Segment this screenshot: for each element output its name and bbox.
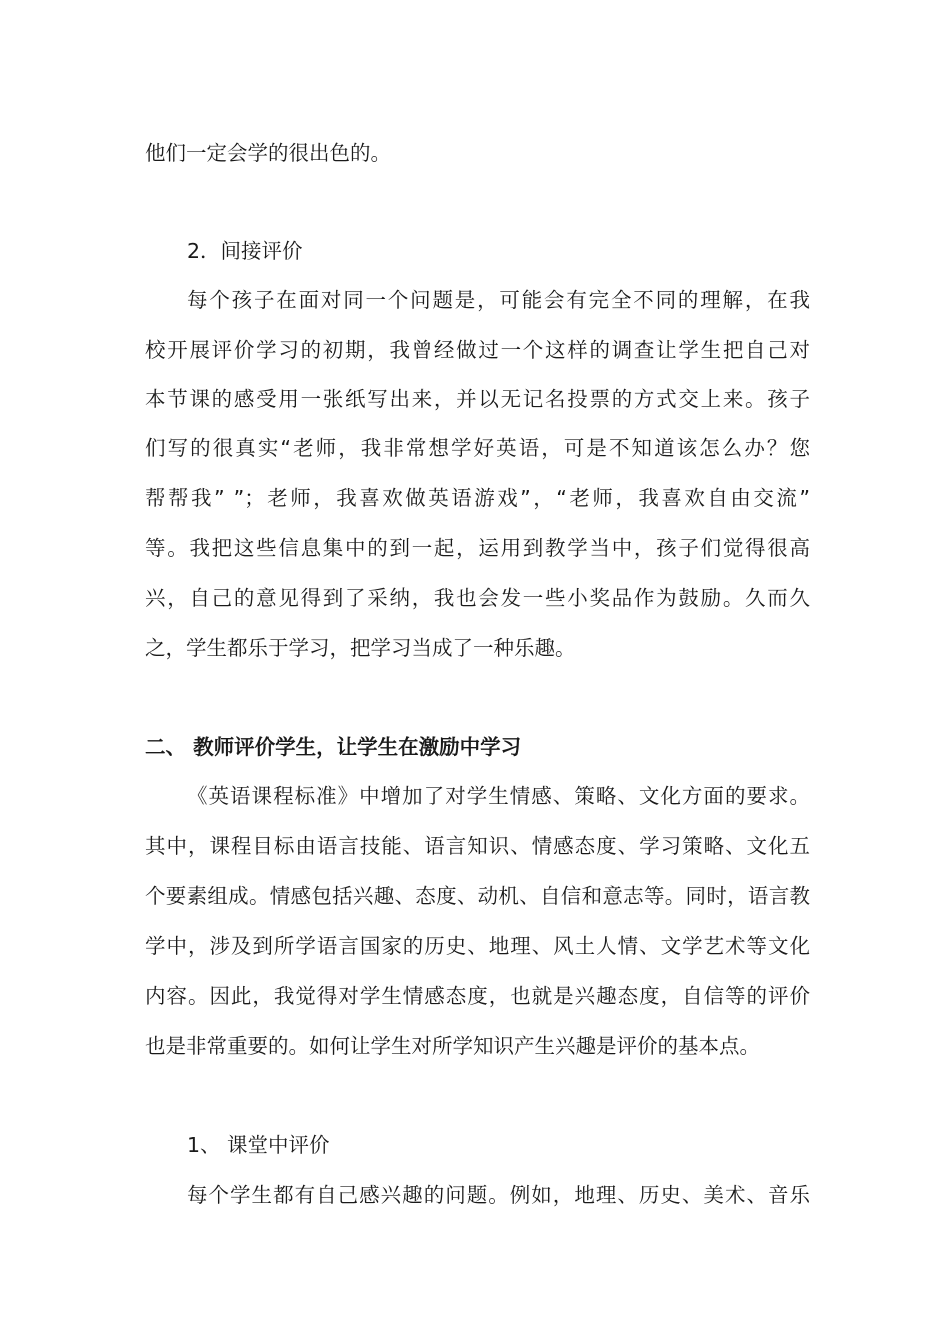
paragraph-line: 等。我把这些信息集中的到一起，运用到教学当中，孩子们觉得很高 <box>145 536 810 560</box>
paragraph-line: 们写的很真实“老师，我非常想学好英语，可是不知道该怎么办？您 <box>145 436 810 460</box>
paragraph-line: 每个学生都有自己感兴趣的问题。例如，地理、历史、美术、音乐 <box>187 1183 810 1207</box>
chapter-heading: 二、 教师评价学生，让学生在激励中学习 <box>145 735 522 759</box>
body-text-line: 他们一定会学的很出色的。 <box>145 141 391 165</box>
paragraph-line: 内容。因此，我觉得对学生情感态度，也就是兴趣态度，自信等的评价 <box>145 984 810 1008</box>
paragraph-line: 个要素组成。情感包括兴趣、态度、动机、自信和意志等。同时，语言教 <box>145 884 810 908</box>
paragraph-line: 学中，涉及到所学语言国家的历史、地理、风土人情、文学艺术等文化 <box>145 934 810 958</box>
paragraph-line: 帮帮我” ”；老师，我喜欢做英语游戏”，“老师，我喜欢自由交流” <box>145 486 810 510</box>
paragraph-line: 其中，课程目标由语言技能、语言知识、情感态度、学习策略、文化五 <box>145 834 810 858</box>
paragraph-line: 兴，自己的意见得到了采纳，我也会发一些小奖品作为鼓励。久而久 <box>145 586 810 610</box>
section-heading: 2．间接评价 <box>187 239 303 263</box>
paragraph-line: 每个孩子在面对同一个问题是，可能会有完全不同的理解，在我 <box>187 288 810 312</box>
paragraph-line: 校开展评价学习的初期，我曾经做过一个这样的调查让学生把自己对 <box>145 338 810 362</box>
subsection-heading: 1、 课堂中评价 <box>187 1133 330 1157</box>
paragraph-line: 本节课的感受用一张纸写出来，并以无记名投票的方式交上来。孩子 <box>145 387 810 411</box>
paragraph-line: 《英语课程标准》中增加了对学生情感、策略、文化方面的要求。 <box>187 784 810 808</box>
paragraph-line: 之，学生都乐于学习，把学习当成了一种乐趣。 <box>145 636 576 660</box>
paragraph-line: 也是非常重要的。如何让学生对所学知识产生兴趣是评价的基本点。 <box>145 1034 760 1058</box>
